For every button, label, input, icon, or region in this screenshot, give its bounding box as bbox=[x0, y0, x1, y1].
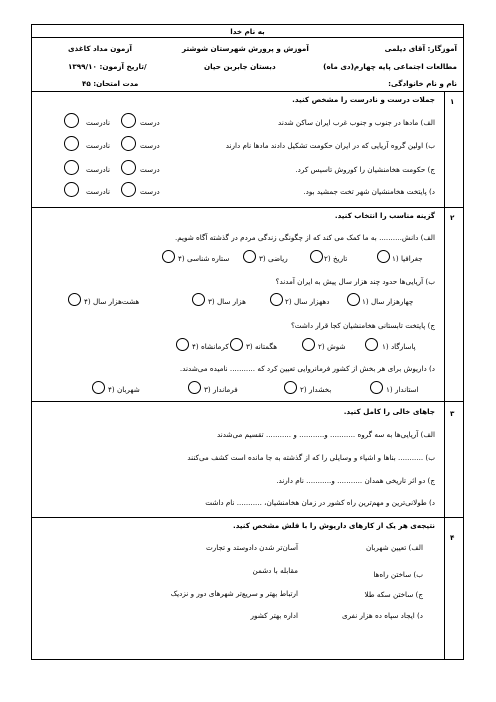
q2-item-c: ج) پایتخت تابستانی هخامنشیان کجا قرار داشت؟ bbox=[290, 321, 435, 330]
divider bbox=[32, 207, 463, 208]
q4-right-item: اداره بهتر کشور bbox=[250, 611, 298, 620]
q3-item-d: د) طولانی‌ترین و مهم‌ترین راه کشور در زمان هخامنشیان، ........... نام داشت bbox=[205, 498, 435, 507]
option-radio[interactable] bbox=[284, 381, 297, 394]
option-radio[interactable] bbox=[92, 381, 105, 394]
option-label: ۴) کرمانشاه bbox=[192, 342, 229, 351]
option-radio[interactable] bbox=[270, 293, 283, 306]
option-label: ۲) دههزار سال bbox=[285, 297, 330, 306]
q1-item-d: د) پایتخت هخامنشیان شهر تخت جمشید بود. bbox=[303, 187, 435, 196]
q4-left-item: ج) ساختن سکه طلا bbox=[364, 590, 423, 599]
school-name: دبستان جابربن حیان bbox=[204, 62, 276, 71]
false-option-label: نادرست bbox=[86, 118, 110, 127]
false-radio[interactable] bbox=[64, 182, 79, 197]
teacher-name: آموزگار: آقای دیلمی bbox=[384, 44, 457, 53]
option-label: ۱) پاسارگاد bbox=[382, 342, 416, 351]
option-radio[interactable] bbox=[377, 250, 390, 263]
question-number: ۲ bbox=[450, 213, 455, 222]
option-radio[interactable] bbox=[365, 338, 378, 351]
true-option-label: درست bbox=[140, 141, 160, 150]
department: آموزش و پرورش شهرستان شوشتر bbox=[182, 44, 309, 53]
q4-left-item: ب) ساختن راه‌ها bbox=[373, 570, 423, 579]
option-label: ۱) چهارهزار سال bbox=[362, 297, 414, 306]
true-radio[interactable] bbox=[121, 160, 136, 175]
question-title: جاهای خالی را کامل کنید. bbox=[343, 407, 435, 416]
true-option-label: درست bbox=[140, 165, 160, 174]
option-label: ۳) هگمتانه bbox=[246, 342, 278, 351]
option-label: ۲) شوش bbox=[318, 342, 346, 351]
option-label: ۱) جغرافیا bbox=[392, 254, 423, 263]
exam-type: آزمون مداد کاغذی bbox=[68, 44, 132, 53]
option-label: ۱) استاندار bbox=[386, 385, 419, 394]
question-title: نتیجه‌ی هر یک از کارهای داریوش را با فلش مشخص کنید. bbox=[232, 521, 435, 530]
exam-sheet bbox=[31, 24, 464, 660]
false-option-label: نادرست bbox=[86, 165, 110, 174]
q1-item-c: ج) حکومت هخامنشیان را کوروش تاسیس کرد. bbox=[295, 165, 435, 174]
number-column-divider bbox=[444, 91, 445, 659]
divider bbox=[32, 91, 463, 92]
q3-item-b: ب) ........... بناها و اشیاء و وسایلی را که از گذشته به جا مانده است کشف می‌کنند bbox=[187, 453, 435, 462]
true-option-label: درست bbox=[140, 187, 160, 196]
question-title: جملات درست و نادرست را مشخص کنید. bbox=[292, 95, 435, 104]
exam-date: تاریخ آزمون: ۱۳۹۹/۱۰/ bbox=[68, 62, 147, 71]
question-title: گزینه مناسب را انتخاب کنید. bbox=[334, 211, 435, 220]
false-option-label: نادرست bbox=[86, 187, 110, 196]
divider bbox=[32, 517, 463, 518]
q4-left-item: الف) تعیین شهربان bbox=[365, 543, 423, 552]
true-radio[interactable] bbox=[121, 113, 136, 128]
q4-right-item: مقابله با دشمن bbox=[252, 566, 298, 575]
option-radio[interactable] bbox=[302, 338, 315, 351]
divider bbox=[32, 401, 463, 402]
q4-right-item: آسان‌تر شدن دادوستد و تجارت bbox=[205, 543, 298, 552]
option-radio[interactable] bbox=[68, 293, 81, 306]
q2-item-d: د) داریوش برای هر بخش از کشور فرمانروایی تعیین کرد که ........... نامیده می‌شدند. bbox=[179, 364, 435, 373]
false-option-label: نادرست bbox=[86, 141, 110, 150]
false-radio[interactable] bbox=[64, 113, 79, 128]
option-label: ۲) تاریخ bbox=[324, 254, 348, 263]
option-radio[interactable] bbox=[176, 338, 189, 351]
option-label: ۳) فرماندار bbox=[204, 385, 238, 394]
option-radio[interactable] bbox=[347, 293, 360, 306]
option-label: ۴) ستاره شناسی bbox=[178, 254, 230, 263]
question-number: ۴ bbox=[450, 533, 455, 542]
question-number: ۱ bbox=[450, 97, 455, 106]
true-option-label: درست bbox=[140, 118, 160, 127]
student-name-label: نام و نام خانوادگی: bbox=[388, 79, 457, 88]
false-radio[interactable] bbox=[64, 136, 79, 151]
option-radio[interactable] bbox=[188, 381, 201, 394]
option-label: ۳) هزار سال bbox=[208, 297, 246, 306]
question-number: ۳ bbox=[450, 409, 455, 418]
q4-left-item: د) ایجاد سپاه ده هزار نفری bbox=[341, 611, 423, 620]
exam-duration: مدت امتحان: ۴۵ bbox=[82, 79, 139, 88]
subject: مطالعات اجتماعی پایه چهارم(دی ماه) bbox=[323, 62, 457, 71]
q2-item-b: ب) آریایی‌ها حدود چند هزار سال پیش به ایران آمدند؟ bbox=[275, 277, 435, 286]
divider bbox=[32, 37, 463, 38]
true-radio[interactable] bbox=[121, 182, 136, 197]
option-radio[interactable] bbox=[370, 381, 383, 394]
option-radio[interactable] bbox=[192, 293, 205, 306]
q1-item-b: ب) اولین گروه آریایی که در ایران حکومت تشکیل دادند مادها نام دارند bbox=[225, 141, 435, 150]
option-label: ۴) شهربان bbox=[108, 385, 140, 394]
q2-item-a: الف) دانش.......... به ما کمک می کند که از چگونگی زندگی مردم در گذشته آگاه شویم. bbox=[174, 233, 435, 242]
option-label: ۴) هشت‌هزار سال bbox=[84, 297, 140, 306]
option-radio[interactable] bbox=[230, 338, 243, 351]
q3-item-c: ج) دو اثر تاریخی همدان ........... و........... نام دارند. bbox=[276, 476, 435, 485]
q1-item-a: الف) مادها در جنوب و جنوب غرب ایران ساکن شدند bbox=[278, 118, 435, 127]
q3-item-a: الف) آریایی‌ها به سه گروه ........... و........... و ........... تقسیم می‌شدند bbox=[216, 430, 435, 439]
q4-right-item: ارتباط بهتر و سریع‌تر شهرهای دور و نزدیک bbox=[170, 589, 298, 598]
option-radio[interactable] bbox=[310, 250, 323, 263]
option-radio[interactable] bbox=[243, 250, 256, 263]
true-radio[interactable] bbox=[121, 136, 136, 151]
option-label: ۲) بخشدار bbox=[300, 385, 332, 394]
option-radio[interactable] bbox=[162, 250, 175, 263]
bismillah: به نام خدا bbox=[230, 27, 265, 36]
false-radio[interactable] bbox=[64, 160, 79, 175]
option-label: ۳) ریاضی bbox=[259, 254, 288, 263]
